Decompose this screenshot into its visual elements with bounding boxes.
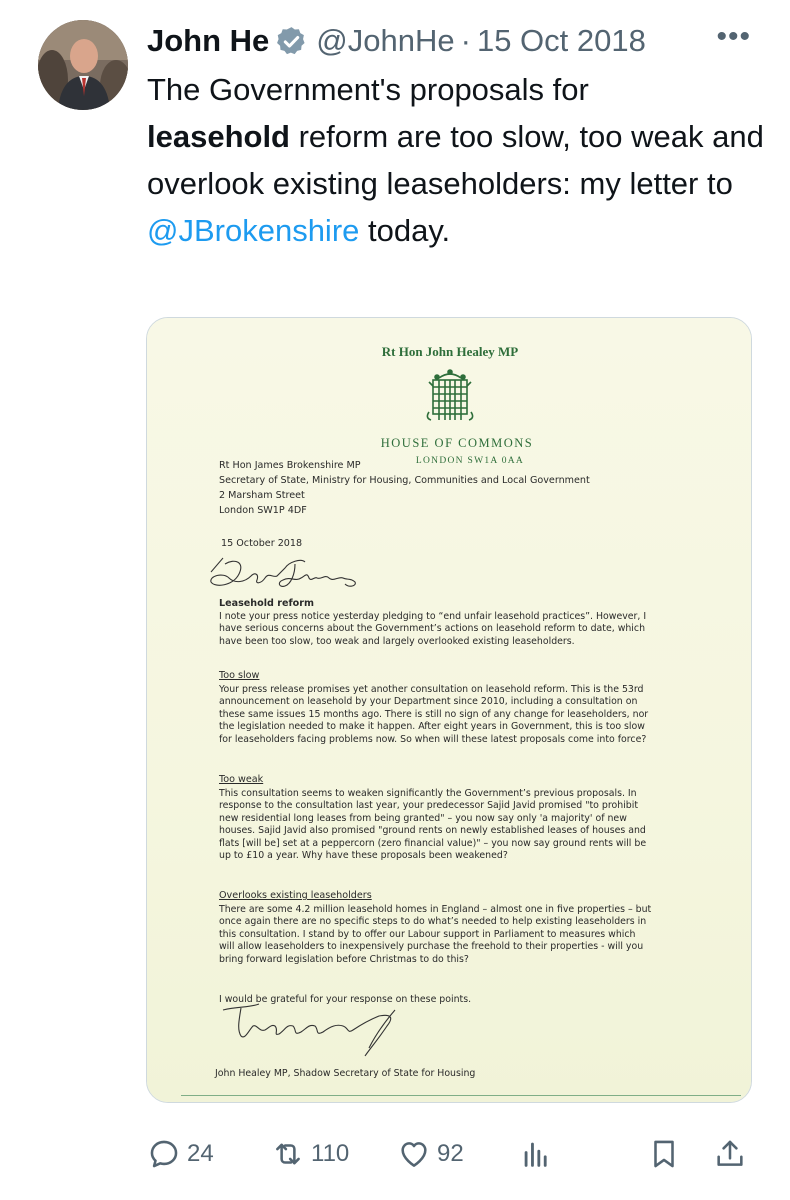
- share-icon: [713, 1137, 747, 1171]
- letter-subject: Leasehold reform: [219, 598, 314, 609]
- bookmark-button[interactable]: [647, 1132, 681, 1176]
- portcullis-crest-icon: [425, 368, 475, 426]
- overlooks-line: will allow leaseholders to inexpensively purchase the freehold to their properties - will you: [219, 941, 644, 953]
- overlooks-line: There are some 4.2 million leasehold homes in England – almost one in five properties – but: [219, 904, 652, 915]
- too-weak-paragraph: [219, 788, 689, 862]
- share-button[interactable]: [713, 1132, 747, 1176]
- views-button[interactable]: [519, 1132, 553, 1176]
- letter-date: 15 October 2018: [221, 538, 303, 549]
- overlooks-line: once again there are no specific steps to do what’s needed to help existing leaseholders in: [219, 916, 647, 928]
- too-weak-line: flats [will be] set at a peppercorn (zero financial value)" – you now say ground rents will be: [219, 837, 647, 849]
- letter-image[interactable]: [146, 317, 752, 1103]
- handwritten-signature: [219, 996, 419, 1060]
- recipient-line: 2 Marsham Street: [219, 490, 305, 501]
- letter-content: [147, 318, 752, 1103]
- analytics-icon: [519, 1137, 553, 1171]
- too-weak-line: This consultation seems to weaken significantly the Government’s previous proposals. In: [219, 788, 637, 799]
- overlooks-paragraph: [219, 904, 689, 966]
- like-button[interactable]: [397, 1132, 464, 1176]
- tweet-text-bold: leasehold: [147, 119, 290, 154]
- bookmark-icon: [647, 1137, 681, 1171]
- tweet-date[interactable]: 15 Oct 2018: [476, 23, 646, 58]
- too-weak-heading: Too weak: [219, 774, 264, 785]
- intro-line: have been too slow, too weak and largely overlooked existing leaseholders.: [219, 635, 575, 647]
- author-name[interactable]: John He: [147, 23, 270, 58]
- closing-line: I would be grateful for your response on these points.: [219, 994, 472, 1005]
- overlooks-heading: Overlooks existing leaseholders: [219, 890, 372, 901]
- like-count: 92: [437, 1140, 464, 1167]
- footer-rule: [181, 1095, 741, 1096]
- reply-count: 24: [187, 1140, 214, 1167]
- tweet-text-part3: today.: [359, 213, 451, 248]
- tweet-text-part2: reform are too slow, too weak and overlook existing leaseholders: my letter to: [147, 119, 764, 201]
- tweet-header: [147, 20, 767, 62]
- handwritten-salutation: [205, 552, 375, 594]
- intro-line: I note your press notice yesterday pledging to “end unfair leasehold practices”. However, I: [219, 611, 647, 622]
- overlooks-line: bring forward legislation before Christmas to do this?: [219, 953, 469, 965]
- author-handle[interactable]: @JohnHe: [316, 23, 455, 58]
- too-slow-line: Your press release promises yet another consultation on leasehold reform. This is the 53rd: [219, 684, 644, 695]
- too-slow-line: announcement on leasehold by your Department since 2010, including a consultation on: [219, 696, 638, 708]
- letterhead-house: HOUSE OF COMMONS: [380, 436, 534, 450]
- separator-dot: ·: [460, 23, 471, 58]
- too-slow-line: the legislation needed to make it happen. After eight years in Government, this is too slow: [219, 721, 645, 733]
- letterhead-address: LONDON SW1A 0AA: [415, 456, 525, 466]
- recipient-line: London SW1P 4DF: [219, 505, 307, 516]
- too-weak-line: up to £10 a year. Why have these proposals been weakened?: [219, 850, 508, 862]
- recipient-address: [219, 458, 590, 518]
- intro-line: have serious concerns about the Government’s actions on leasehold reform to date, which: [219, 623, 646, 635]
- too-weak-line: houses. Sajid Javid also promised "ground rents on newly established leases of houses and: [219, 825, 646, 837]
- letterhead-name: Rt Hon John Healey MP: [381, 344, 519, 359]
- too-slow-line: these same issues 15 months ago. There is still no sign of any change for leaseholders, nor: [219, 708, 649, 720]
- reply-button[interactable]: [147, 1132, 214, 1176]
- action-bar: [147, 1132, 757, 1176]
- overlooks-line: this consultation. I stand by to offer our Labour support in Parliament to measures which: [219, 928, 636, 940]
- avatar-photo: [38, 20, 128, 110]
- tweet-text-part1: The Government's proposals for: [147, 72, 589, 107]
- heart-icon: [397, 1137, 431, 1171]
- recipient-line: Rt Hon James Brokenshire MP: [219, 460, 361, 471]
- signoff: John Healey MP, Shadow Secretary of State for Housing: [215, 1068, 476, 1079]
- recipient-line: Secretary of State, Ministry for Housing, Communities and Local Government: [219, 475, 590, 486]
- reply-icon: [147, 1137, 181, 1171]
- author-avatar[interactable]: [38, 20, 128, 110]
- too-weak-line: response to the consultation last year, your predecessor Sajid Javid promised "to prohibit: [219, 800, 639, 812]
- verified-badge-icon[interactable]: [275, 25, 308, 58]
- retweet-count: 110: [311, 1140, 350, 1167]
- more-options-icon[interactable]: •••: [716, 20, 751, 53]
- tweet-text: [147, 66, 767, 254]
- too-weak-line: new residential long leases from being granted" – you now say only 'a majority' of new: [219, 812, 627, 824]
- retweet-button[interactable]: [271, 1132, 349, 1176]
- too-slow-paragraph: [219, 684, 689, 746]
- mention-link[interactable]: @JBrokenshire: [147, 213, 360, 248]
- retweet-icon: [271, 1137, 305, 1171]
- intro-paragraph: [219, 611, 689, 648]
- too-slow-heading: Too slow: [219, 670, 260, 681]
- too-slow-line: for leaseholders facing problems now. So when will these latest proposals come into force?: [219, 733, 647, 745]
